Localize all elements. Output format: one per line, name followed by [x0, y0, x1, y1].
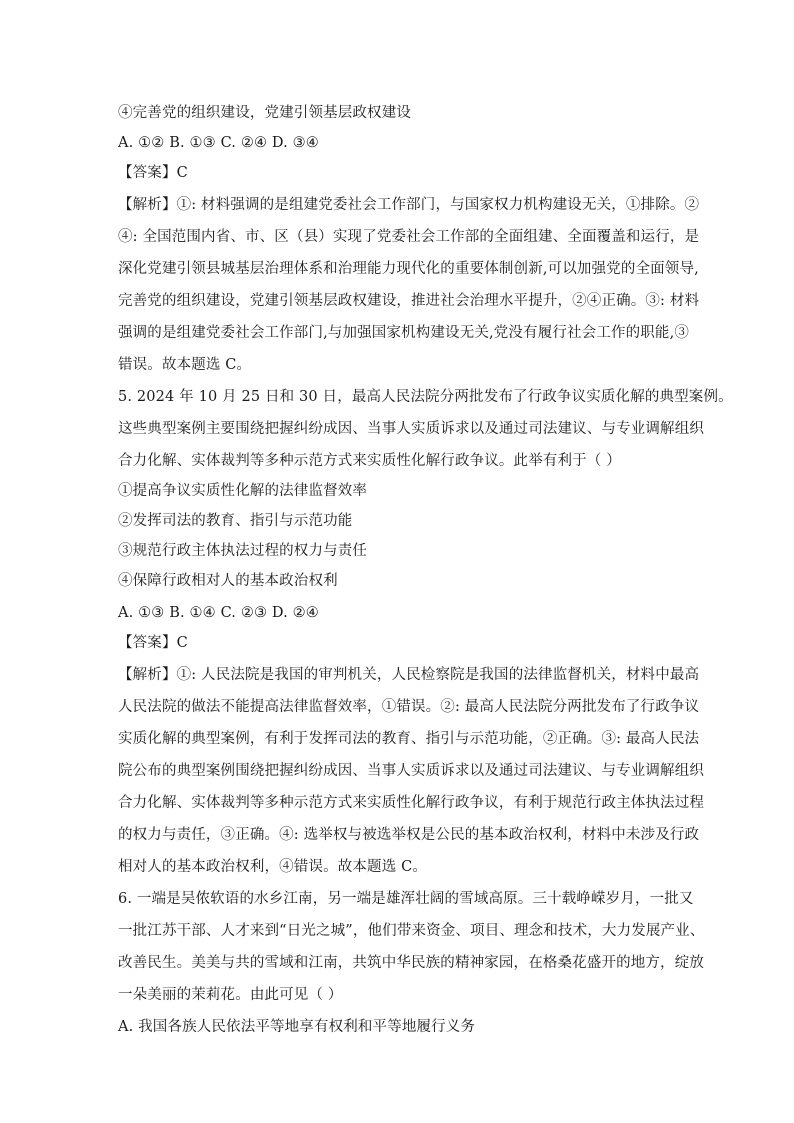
option-line-2: ②发挥司法的教育、指引与示范功能 [118, 513, 353, 529]
answer-label: 【答案】C [118, 635, 188, 651]
question-6-stem: 一朵美丽的茉莉花。由此可见（ ） [118, 987, 343, 1003]
question-5-stem: 这些典型案例主要围绕把握纠纷成因、当事人实质诉求以及通过司法建议、与专业调解组织 [118, 421, 704, 437]
option-line-1: ①提高争议实质性化解的法律监督效率 [118, 483, 368, 499]
choice-option-a: A. 我国各族人民依法平等地享有权利和平等地履行义务 [118, 1019, 476, 1035]
analysis-line: 错误。故本题选 C。 [118, 357, 252, 373]
analysis-line: 【解析】①: 人民法院是我国的审判机关，人民检察院是我国的法律监督机关，材料中最高 [118, 667, 700, 683]
answer-label: 【答案】C [118, 165, 188, 181]
question-5-stem: 5. 2024 年 10 月 25 日和 30 日，最高人民法院分两批发布了行政争议实质化解的典型案例。 [118, 389, 733, 405]
analysis-line: 深化党建引领县城基层治理体系和治理能力现代化的重要体制创新,可以加强党的全面领导, [118, 261, 699, 277]
analysis-line: 院公布的典型案例围绕把握纠纷成因、当事人实质诉求以及通过司法建议、与专业调解组织 [118, 763, 704, 779]
question-6-stem: 一批江苏干部、人才来到“日光之城”，他们带来资金、项目、理念和技术，大力发展产业、 [118, 923, 705, 939]
choice-line: A. ①② B. ①③ C. ②④ D. ③④ [118, 135, 319, 151]
choice-line: A. ①③ B. ①④ C. ②③ D. ②④ [118, 605, 319, 621]
analysis-line: 实质化解的典型案例，有利于发挥司法的教育、指引与示范功能，②正确。③: 最高人民法 [118, 731, 700, 747]
analysis-line: ④: 全国范围内省、市、区（县）实现了党委社会工作部的全面组建、全面覆盖和运行，是 [118, 229, 700, 245]
option-line-4: ④完善党的组织建设，党建引领基层政权建设 [118, 105, 411, 121]
option-line-3: ③规范行政主体执法过程的权力与责任 [118, 543, 368, 559]
analysis-line: 合力化解、实体裁判等多种示范方式来实质性化解行政争议，有利于规范行政主体执法过程 [118, 795, 704, 811]
question-5-stem: 合力化解、实体裁判等多种示范方式来实质性化解行政争议。此举有利于（ ） [118, 453, 621, 469]
analysis-line: 完善党的组织建设，党建引领基层政权建设，推进社会治理水平提升，②④正确。③: 材料 [118, 293, 700, 309]
analysis-line: 人民法院的做法不能提高法律监督效率，①错误。②: 最高人民法院分两批发布了行政争议 [118, 699, 700, 715]
analysis-line: 强调的是组建党委社会工作部门,与加强国家机构建设无关,党没有履行社会工作的职能,③ [118, 325, 689, 341]
analysis-line: 相对人的基本政治权利，④错误。故本题选 C。 [118, 859, 428, 875]
question-6-stem: 6. 一端是吴侬软语的水乡江南，另一端是雄浑壮阔的雪域高原。三十载峥嵘岁月，一批又 [118, 891, 694, 907]
question-6-stem: 改善民生。美美与共的雪域和江南，共筑中华民族的精神家园，在格桑花盛开的地方，绽放 [118, 955, 704, 971]
option-line-4: ④保障行政相对人的基本政治权利 [118, 573, 338, 589]
analysis-line: 【解析】①: 材料强调的是组建党委社会工作部门，与国家权力机构建设无关，①排除。② [118, 197, 700, 213]
analysis-line: 的权力与责任，③正确。④: 选举权与被选举权是公民的基本政治权利，材料中未涉及行政 [118, 827, 700, 843]
